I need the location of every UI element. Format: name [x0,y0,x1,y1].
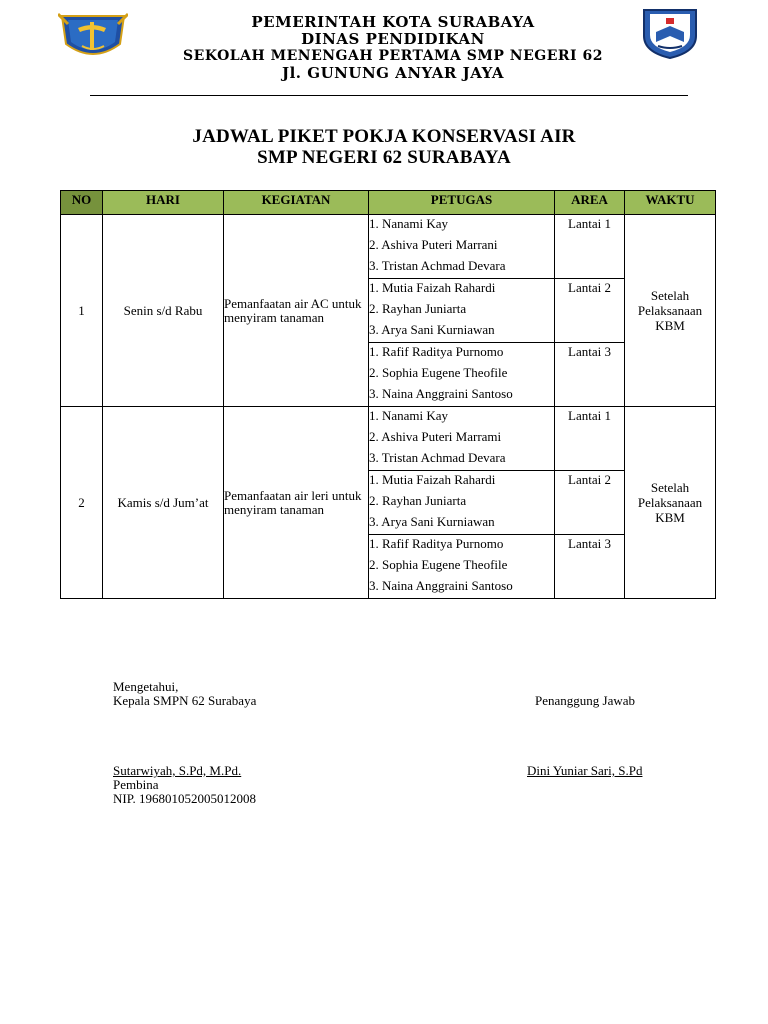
petugas-item: 1. Rafif Raditya Purnomo [369,344,504,359]
petugas-item: 1. Nanami Kay [369,216,449,231]
petugas-item: 2. Rayhan Juniarta [369,493,467,508]
letterhead [0,0,768,100]
title-line-1: JADWAL PIKET POKJA KONSERVASI AIR [192,126,576,147]
row-number: 1 [61,215,103,407]
petugas-item: 2. Sophia Eugene Theofile [369,365,508,380]
area-cell: Lantai 2 [555,279,625,343]
column-header-area: AREA [555,191,625,215]
table-row [61,215,716,279]
petugas-list [369,215,555,279]
row-waktu: Setelah Pelaksanaan KBM [625,407,716,599]
table-row [61,407,716,471]
row-kegiatan: Pemanfaatan air leri untuk menyiram tanaman [224,407,369,599]
letterhead-line-3: SEKOLAH MENENGAH PERTAMA SMP NEGERI 62 [183,48,603,64]
title-line-2: SMP NEGERI 62 SURABAYA [257,147,511,168]
petugas-item: 1. Mutia Faizah Rahardi [369,280,496,295]
signature-role-right: Penanggung Jawab [535,693,636,708]
petugas-item: 1. Nanami Kay [369,408,449,423]
petugas-item: 3. Naina Anggraini Santoso [369,386,513,401]
row-kegiatan: Pemanfaatan air AC untuk menyiram tanaman [224,215,369,407]
row-waktu: Setelah Pelaksanaan KBM [625,215,716,407]
petugas-item: 2. Ashiva Puteri Marrani [369,237,498,252]
petugas-item: 1. Rafif Raditya Purnomo [369,536,504,551]
signature-name-block-left [113,764,256,806]
petugas-item: 2. Sophia Eugene Theofile [369,557,508,572]
petugas-list [369,279,555,343]
acknowledgement-label: Mengetahui, [113,679,179,694]
petugas-item: 2. Rayhan Juniarta [369,301,467,316]
row-number: 2 [61,407,103,599]
document-title [0,126,768,168]
principal-role: Kepala SMPN 62 Surabaya [113,693,257,708]
school-logo-icon [638,6,702,60]
column-header-waktu: WAKTU [625,191,716,215]
signature-block-left [113,680,256,708]
table-header-row [61,191,716,215]
petugas-item: 2. Ashiva Puteri Marrami [369,429,502,444]
petugas-item: 3. Naina Anggraini Santoso [369,578,513,593]
letterhead-line-2: DINAS PENDIDIKAN [301,30,485,48]
petugas-item: 3. Arya Sani Kurniawan [369,322,495,337]
column-header-hari: HARI [103,191,224,215]
area-cell: Lantai 1 [555,407,625,471]
row-hari: Kamis s/d Jum’at [103,407,224,599]
surabaya-city-emblem-icon [58,10,128,62]
petugas-list [369,535,555,599]
column-header-no: NO [61,191,103,215]
row-hari: Senin s/d Rabu [103,215,224,407]
principal-nip: NIP. 196801052005012008 [113,791,257,806]
schedule-table [60,190,716,599]
petugas-list [369,343,555,407]
column-header-kegiatan: KEGIATAN [224,191,369,215]
area-cell: Lantai 3 [555,343,625,407]
letterhead-line-1: PEMERINTAH KOTA SURABAYA [251,13,535,31]
petugas-item: 1. Mutia Faizah Rahardi [369,472,496,487]
petugas-item: 3. Tristan Achmad Devara [369,258,506,273]
column-header-petugas: PETUGAS [369,191,555,215]
area-cell: Lantai 2 [555,471,625,535]
letterhead-line-4: Jl. GUNUNG ANYAR JAYA [282,64,504,82]
petugas-item: 3. Tristan Achmad Devara [369,450,506,465]
petugas-list [369,471,555,535]
principal-rank: Pembina [113,777,159,792]
area-cell: Lantai 1 [555,215,625,279]
letterhead-divider [90,95,688,96]
petugas-list [369,407,555,471]
petugas-item: 3. Arya Sani Kurniawan [369,514,495,529]
principal-name: Sutarwiyah, S.Pd, M.Pd. [113,763,242,778]
responsible-person-name: Dini Yuniar Sari, S.Pd [527,763,643,778]
area-cell: Lantai 3 [555,535,625,599]
